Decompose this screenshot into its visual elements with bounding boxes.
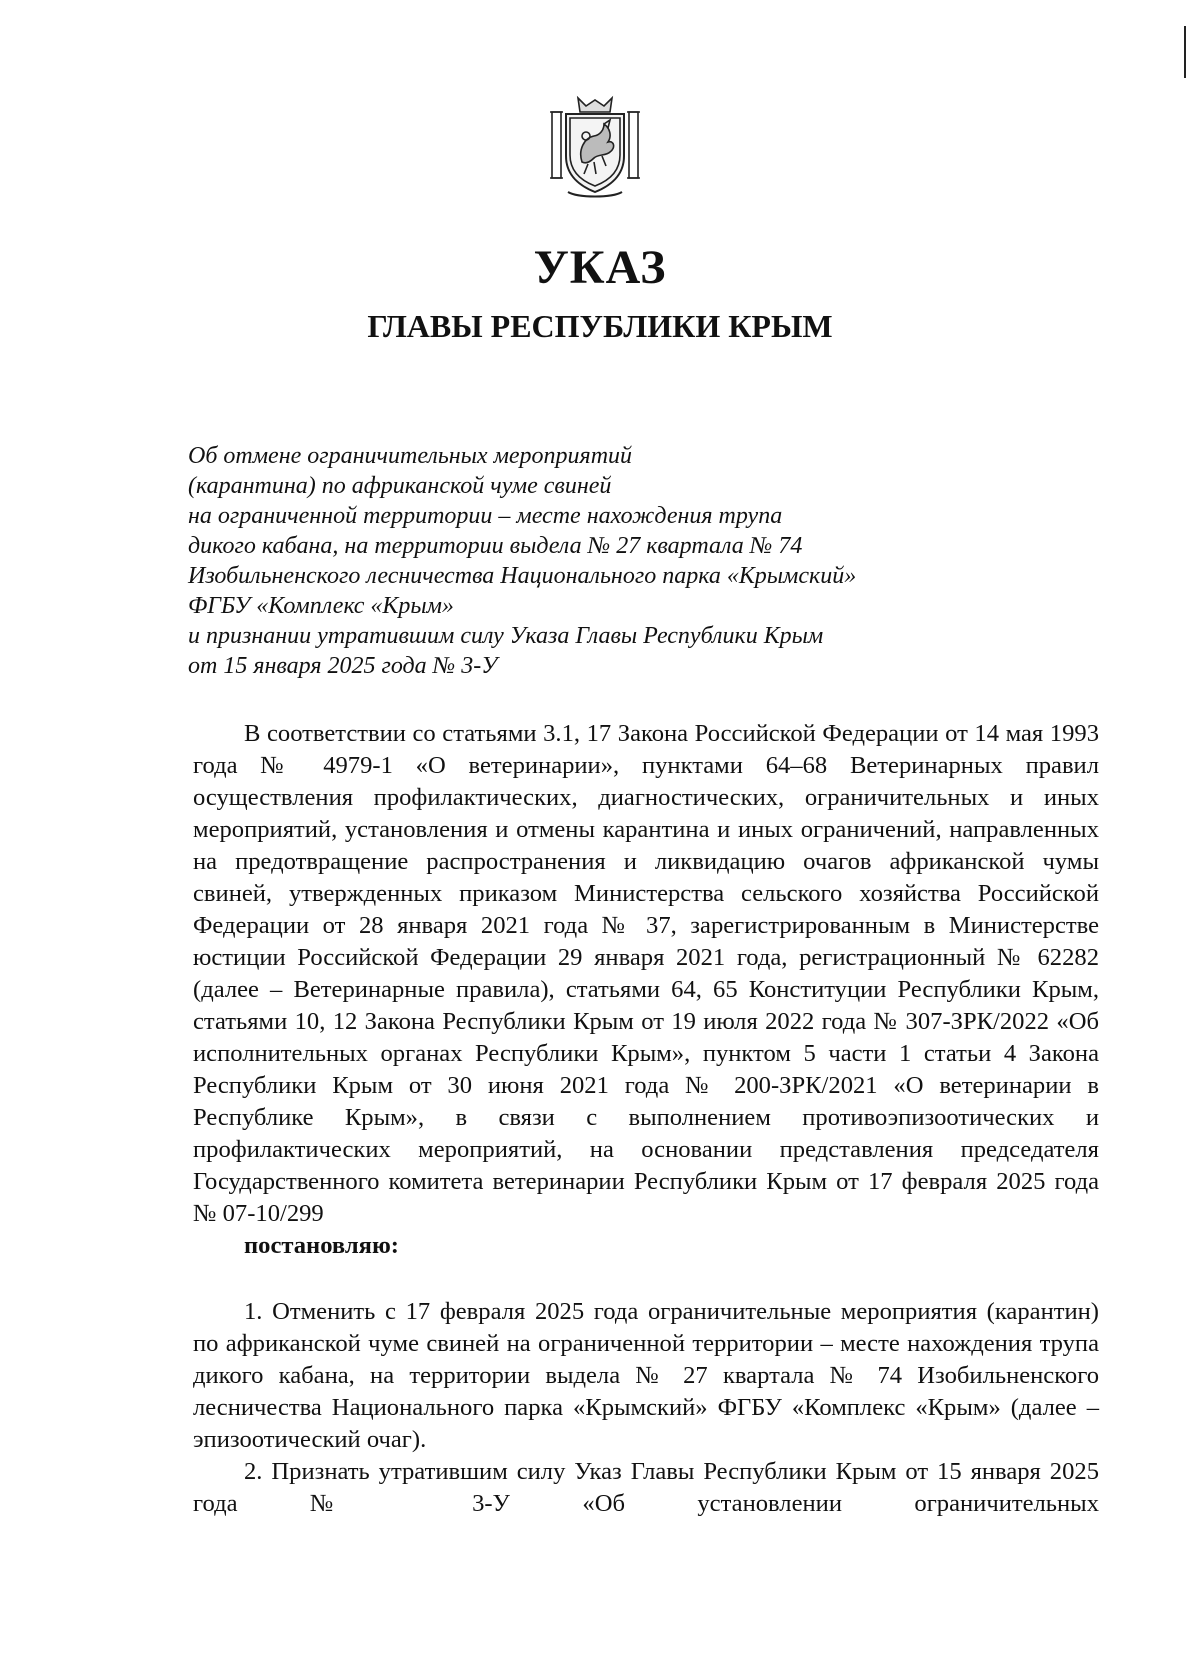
subject-line: Изобильненского лесничества Национального парка «Крымский» — [188, 563, 857, 589]
decree-body — [193, 718, 1099, 1520]
decree-item-1: 1. Отменить с 17 февраля 2025 года ограничительные мероприятия (карантин) по африканской чуме свиней на ограниченной территории – месте нахождения трупа дикого кабана, на территории выдела № 27 квартала № 74 Изобильненского лесничества Национального парка «Крымский» ФГБУ «Комплекс «Крым» (далее – эпизоотический очаг). — [193, 1298, 1099, 1453]
decree-word: постановляю: — [244, 1232, 399, 1259]
document-subtitle: ГЛАВЫ РЕСПУБЛИКИ КРЫМ — [367, 308, 833, 344]
preamble-text: В соответствии со статьями 3.1, 17 Закона Российской Федерации от 14 мая 1993 года № 4979-1 «О ветеринарии», пунктами 64–68 Ветеринарных правил осуществления профилактических, диагностических, ограничительных и иных мероприятий, установления и отмены карантина и иных ограничений, направленных на предотвращение распространения и ликвидацию очагов африканской чумы свиней, утвержденных приказом Министерства сельского хозяйства Российской Федерации от 28 января 2021 года № 37, зарегистрированным в Министерстве юстиции Российской Федерации 29 января 2021 года, регистрационный № 62282 (далее – Ветеринарные правила), статьями 64, 65 Конституции Республики Крым, статьями 10, 12 Закона Республики Крым от 19 июля 2022 года № 307-ЗРК/2022 «Об исполнительных органах Республики Крым», пунктом 5 части 1 статьи 4 Закона Республики Крым от 30 июня 2021 года № 200-ЗРК/2021 «О ветеринарии в Республике Крым», в связи с выполнением противоэпизоотических и профилактических мероприятий, на основании представления председателя Государственного комитета ветеринарии Республики Крым от 17 февраля 2025 года № 07-10/299 — [193, 720, 1099, 1227]
subject-line: и признании утратившим силу Указа Главы Республики Крым — [188, 623, 824, 649]
scan-edge-mark — [1184, 26, 1186, 78]
subject-line: от 15 января 2025 года № 3-У — [188, 653, 498, 679]
crimea-coat-of-arms-icon — [548, 92, 642, 202]
document-title: УКАЗ — [533, 241, 667, 294]
subject-line: ФГБУ «Комплекс «Крым» — [188, 593, 454, 619]
decree-item-2: 2. Признать утратившим силу Указ Главы Республики Крым от 15 января 2025 года № 3-У «Об установлении ограничительных — [193, 1458, 1099, 1517]
subject-line: на ограниченной территории – месте нахождения трупа — [188, 503, 783, 529]
subject-line: Об отмене ограничительных мероприятий — [188, 443, 633, 469]
preamble-paragraph — [193, 718, 1099, 1262]
decree-subject — [188, 441, 908, 681]
subject-line: (карантина) по африканской чуме свиней — [188, 473, 612, 499]
subject-line: дикого кабана, на территории выдела № 27 квартала № 74 — [188, 533, 803, 559]
